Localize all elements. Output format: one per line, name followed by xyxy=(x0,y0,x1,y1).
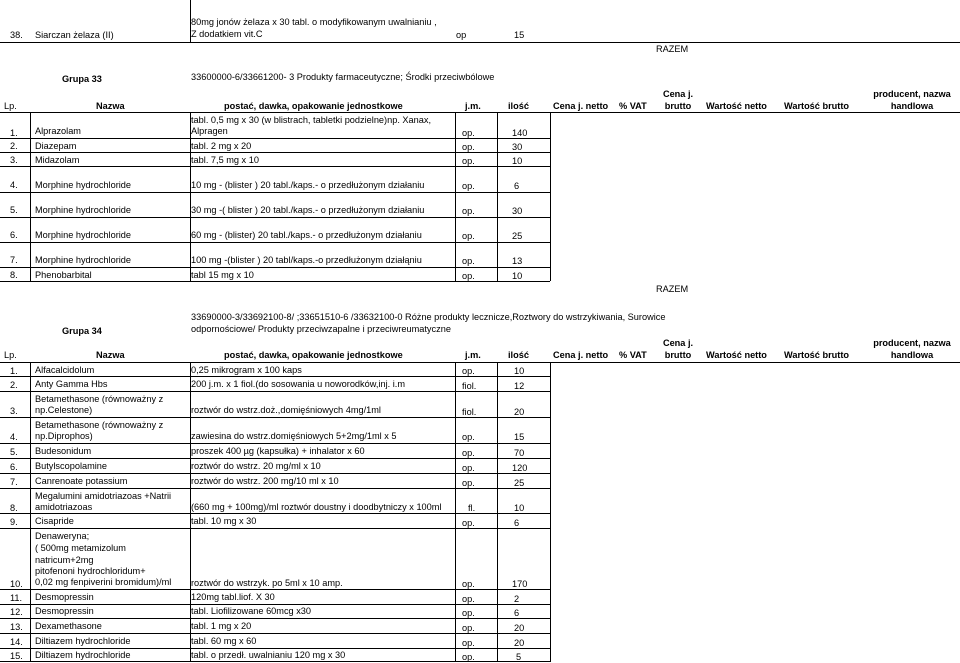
cell-postac: tabl. 0,5 mg x 30 (w blistrach, tabletki podzielne)np. Xanax, xyxy=(191,115,432,125)
cell-lp: 2. xyxy=(10,141,18,151)
cell-jm: op. xyxy=(462,463,475,473)
cell-postac: 200 j.m. x 1 fiol.(do sosowania u noworodków,inj. i.m xyxy=(191,379,405,389)
cell-lp: 8. xyxy=(10,270,18,280)
cell-ilosc: 10 xyxy=(514,366,525,376)
cell-jm: op. xyxy=(462,366,475,376)
header-wartosc-netto: Wartość netto xyxy=(706,350,767,360)
group-codes: 33600000-6/33661200- 3 Produkty farmaceutyczne; Środki przeciwbólowe xyxy=(191,72,495,82)
cell-ilosc: 10 xyxy=(512,156,523,166)
divider xyxy=(0,42,960,43)
cell-lp: 1. xyxy=(10,366,18,376)
cell-ilosc: 15 xyxy=(514,432,525,442)
cell-lp: 7. xyxy=(10,255,18,265)
cell-postac: 60 mg - (blister) 20 tabl./kaps.- o przedłużonym działaniu xyxy=(191,230,422,240)
cell-nazwa: ( 500mg metamizolum xyxy=(35,543,126,553)
header-jm: j.m. xyxy=(465,350,481,360)
divider xyxy=(0,281,550,282)
cell-nazwa: Desmopressin xyxy=(35,606,94,616)
cell-nazwa: Morphine hydrochloride xyxy=(35,230,132,240)
group-codes-line1: 33690000-3/33692100-8/ ;33651510-6 /33632100-0 Różne produkty lecznicze,Roztwory do wstrzykiwania, Surowice xyxy=(191,312,666,322)
divider xyxy=(0,589,550,590)
cell-lp: 10. xyxy=(10,579,23,589)
cell-ilosc: 25 xyxy=(514,478,525,488)
cell-postac: roztwór do wstrzyk. po 5ml x 10 amp. xyxy=(191,578,343,588)
cell-jm: op xyxy=(456,30,467,40)
divider xyxy=(0,618,550,619)
cell-ilosc: 170 xyxy=(512,579,528,589)
header-postac: postać, dawka, opakowanie jednostkowe xyxy=(224,350,403,360)
divider xyxy=(550,112,551,281)
cell-postac: 10 mg - (blister ) 20 tabl./kaps.- o przedłużonym działaniu xyxy=(191,180,425,190)
cell-jm: op. xyxy=(462,142,475,152)
divider xyxy=(0,458,550,459)
header-producent-1: producent, nazwa xyxy=(873,338,951,348)
divider xyxy=(0,362,960,363)
cell-nazwa: Morphine hydrochloride xyxy=(35,205,132,215)
divider xyxy=(497,112,498,281)
divider xyxy=(455,362,456,662)
header-lp: Lp. xyxy=(4,350,17,360)
cell-nazwa: Diltiazem hydrochloride xyxy=(35,636,131,646)
divider xyxy=(0,417,550,418)
divider xyxy=(0,267,550,268)
cell-nazwa: Anty Gamma Hbs xyxy=(35,379,108,389)
divider xyxy=(0,473,550,474)
cell-lp: 12. xyxy=(10,607,23,617)
divider xyxy=(550,362,551,662)
cell-nazwa: natricum+2mg xyxy=(35,555,94,565)
cell-postac: Alpragen xyxy=(191,126,228,136)
divider xyxy=(0,648,550,649)
cell-jm: op. xyxy=(462,608,475,618)
cell-postac: tabl. 7,5 mg x 10 xyxy=(191,155,259,165)
header-jm: j.m. xyxy=(465,101,481,111)
divider xyxy=(0,242,550,243)
cell-postac: tabl. 60 mg x 60 xyxy=(191,636,257,646)
cell-lp: 5. xyxy=(10,205,18,215)
cell-postac: tabl. o przedł. uwalnianiu 120 mg x 30 xyxy=(191,650,346,660)
cell-lp: 11. xyxy=(10,593,23,603)
divider xyxy=(0,138,550,139)
cell-lp: 6. xyxy=(10,230,18,240)
cell-ilosc: 10 xyxy=(512,271,523,281)
cell-ilosc: 20 xyxy=(514,407,525,417)
cell-nazwa: Alfacalcidolum xyxy=(35,365,95,375)
cell-jm: op. xyxy=(462,518,475,528)
cell-postac: roztwór do wstrz.doż.,domięśniowych 4mg/1ml xyxy=(191,405,381,415)
header-cena-brutto-1: Cena j. xyxy=(662,338,694,348)
divider xyxy=(0,633,550,634)
cell-ilosc: 5 xyxy=(516,652,522,662)
cell-nazwa: Denaweryna; xyxy=(35,531,90,541)
razem-label: RAZEM xyxy=(656,44,689,54)
divider xyxy=(30,362,31,662)
divider xyxy=(0,217,550,218)
cell-lp: 15. xyxy=(10,651,23,661)
cell-postac-line1: 80mg jonów żelaza x 30 tabl. o modyfikowanym uwalnianiu , xyxy=(191,17,437,27)
cell-ilosc: 30 xyxy=(512,142,523,152)
divider xyxy=(0,112,960,113)
cell-postac: tabl. 1 mg x 20 xyxy=(191,621,252,631)
cell-ilosc: 2 xyxy=(514,594,520,604)
cell-nazwa: Betamethasone (równoważny z xyxy=(35,420,164,430)
divider xyxy=(190,362,191,662)
cell-lp: 38. xyxy=(10,30,23,40)
cell-nazwa: Phenobarbital xyxy=(35,270,92,280)
cell-postac-line2: Z dodatkiem vit.C xyxy=(191,29,263,39)
cell-jm: op. xyxy=(462,231,475,241)
cell-jm: op. xyxy=(462,638,475,648)
group-codes-line2: odpornościowe/ Produkty przeciwzapalne i przeciwreumatyczne xyxy=(191,324,451,334)
cell-jm: op. xyxy=(462,181,475,191)
header-cena-brutto-2: brutto xyxy=(664,350,692,360)
divider xyxy=(455,112,456,281)
cell-ilosc: 15 xyxy=(514,30,525,40)
header-cena-brutto-2: brutto xyxy=(664,101,692,111)
cell-jm: op. xyxy=(462,478,475,488)
divider xyxy=(0,391,550,392)
cell-postac: tabl. 10 mg x 30 xyxy=(191,516,257,526)
cell-ilosc: 6 xyxy=(514,518,520,528)
divider xyxy=(0,528,550,529)
cell-jm: op. xyxy=(462,594,475,604)
cell-lp: 13. xyxy=(10,622,23,632)
cell-jm: op. xyxy=(462,432,475,442)
header-producent-1: producent, nazwa xyxy=(873,89,951,99)
cell-nazwa: np.Celestone) xyxy=(35,405,93,415)
header-nazwa: Nazwa xyxy=(96,101,125,111)
cell-jm: op. xyxy=(462,156,475,166)
cell-nazwa: Betamethasone (równoważny z xyxy=(35,394,164,404)
cell-nazwa: Canrenoate potassium xyxy=(35,476,128,486)
cell-ilosc: 6 xyxy=(514,608,520,618)
cell-jm: op. xyxy=(462,579,475,589)
divider xyxy=(0,166,550,167)
cell-lp: 8. xyxy=(10,503,18,513)
divider xyxy=(30,112,31,281)
cell-lp: 4. xyxy=(10,432,18,442)
header-cena-brutto-1: Cena j. xyxy=(662,89,694,99)
cell-ilosc: 13 xyxy=(512,256,523,266)
divider xyxy=(0,604,550,605)
divider xyxy=(0,513,550,514)
divider xyxy=(0,152,550,153)
cell-ilosc: 70 xyxy=(514,448,525,458)
divider xyxy=(0,488,550,489)
cell-ilosc: 120 xyxy=(512,463,528,473)
header-wartosc-brutto: Wartość brutto xyxy=(784,101,849,111)
cell-nazwa: Desmopressin xyxy=(35,592,94,602)
header-vat: % VAT xyxy=(619,350,647,360)
cell-nazwa: pitofenoni hydrochloridum+ xyxy=(35,566,146,576)
cell-jm: op. xyxy=(462,256,475,266)
cell-postac: proszek 400 µg (kapsułka) + inhalator x 60 xyxy=(191,446,365,456)
cell-postac: 0,25 mikrogram x 100 kaps xyxy=(191,365,302,375)
cell-ilosc: 30 xyxy=(512,206,523,216)
header-ilosc: ilość xyxy=(508,101,529,111)
cell-nazwa: Butylscopolamine xyxy=(35,461,108,471)
divider xyxy=(0,192,550,193)
cell-postac: tabl. Liofilizowane 60mcg x30 xyxy=(191,606,312,616)
cell-nazwa: Midazolam xyxy=(35,155,80,165)
cell-postac: 100 mg -(blister ) 20 tabl/kaps.-o przedłużonym działąniu xyxy=(191,255,422,265)
cell-lp: 5. xyxy=(10,447,18,457)
cell-nazwa: Cisapride xyxy=(35,516,74,526)
divider xyxy=(497,362,498,662)
cell-jm: op. xyxy=(462,448,475,458)
header-wartosc-netto: Wartość netto xyxy=(706,101,767,111)
cell-jm: op. xyxy=(462,271,475,281)
cell-jm: fl. xyxy=(468,503,476,513)
cell-postac: roztwór do wstrz. 200 mg/10 ml x 10 xyxy=(191,476,339,486)
cell-postac: tabl 15 mg x 10 xyxy=(191,270,254,280)
cell-jm: op. xyxy=(462,206,475,216)
cell-postac: (660 mg + 100mg)/ml roztwór doustny i doodbytniczy x 100ml xyxy=(191,502,442,512)
cell-nazwa: Morphine hydrochloride xyxy=(35,180,132,190)
cell-ilosc: 10 xyxy=(514,503,525,513)
cell-jm: op. xyxy=(462,652,475,662)
cell-ilosc: 140 xyxy=(512,128,528,138)
cell-nazwa: Alprazolam xyxy=(35,126,81,136)
group-title: Grupa 34 xyxy=(62,326,102,336)
cell-ilosc: 6 xyxy=(514,181,520,191)
cell-nazwa: Morphine hydrochloride xyxy=(35,255,132,265)
header-wartosc-brutto: Wartość brutto xyxy=(784,350,849,360)
header-cena-netto: Cena j. netto xyxy=(553,350,609,360)
cell-jm: op. xyxy=(462,128,475,138)
cell-postac: 30 mg -( blister ) 20 tabl./kaps.- o przedłużonym działaniu xyxy=(191,205,425,215)
header-vat: % VAT xyxy=(619,101,647,111)
header-producent-2: handlowa xyxy=(890,350,934,360)
header-producent-2: handlowa xyxy=(890,101,934,111)
header-cena-netto: Cena j. netto xyxy=(553,101,609,111)
divider xyxy=(0,661,550,662)
header-nazwa: Nazwa xyxy=(96,350,125,360)
cell-lp: 1. xyxy=(10,128,18,138)
divider xyxy=(190,0,191,42)
cell-lp: 3. xyxy=(10,406,18,416)
cell-lp: 2. xyxy=(10,380,18,390)
cell-postac: zawiesina do wstrz.domięśniowych 5+2mg/1ml x 5 xyxy=(191,431,397,441)
cell-ilosc: 12 xyxy=(514,381,525,391)
header-postac: postać, dawka, opakowanie jednostkowe xyxy=(224,101,403,111)
divider xyxy=(0,443,550,444)
cell-postac: tabl. 2 mg x 20 xyxy=(191,141,252,151)
razem-label: RAZEM xyxy=(656,284,689,294)
cell-postac: roztwór do wstrz. 20 mg/ml x 10 xyxy=(191,461,321,471)
cell-lp: 14. xyxy=(10,637,23,647)
cell-ilosc: 20 xyxy=(514,638,525,648)
header-ilosc: ilość xyxy=(508,350,529,360)
cell-lp: 9. xyxy=(10,517,18,527)
cell-nazwa: Megalumini amidotriazoas +Natrii xyxy=(35,491,172,501)
cell-nazwa: amidotriazoas xyxy=(35,502,93,512)
cell-nazwa: Diltiazem hydrochloride xyxy=(35,650,131,660)
cell-nazwa: 0,02 mg fenpiverini bromidum)/ml xyxy=(35,577,172,587)
cell-lp: 6. xyxy=(10,462,18,472)
cell-nazwa: Siarczan żelaza (II) xyxy=(35,30,114,40)
cell-postac: 120mg tabl.liof. X 30 xyxy=(191,592,275,602)
cell-lp: 7. xyxy=(10,477,18,487)
cell-jm: fiol. xyxy=(462,407,477,417)
cell-ilosc: 20 xyxy=(514,623,525,633)
cell-nazwa: np.Diprophos) xyxy=(35,431,93,441)
cell-jm: fiol. xyxy=(462,381,477,391)
cell-ilosc: 25 xyxy=(512,231,523,241)
cell-nazwa: Dexamethasone xyxy=(35,621,102,631)
cell-lp: 3. xyxy=(10,155,18,165)
header-lp: Lp. xyxy=(4,101,17,111)
divider xyxy=(0,376,550,377)
cell-nazwa: Budesonidum xyxy=(35,446,92,456)
group-title: Grupa 33 xyxy=(62,74,102,84)
cell-nazwa: Diazepam xyxy=(35,141,77,151)
divider xyxy=(190,112,191,281)
cell-jm: op. xyxy=(462,623,475,633)
cell-lp: 4. xyxy=(10,180,18,190)
